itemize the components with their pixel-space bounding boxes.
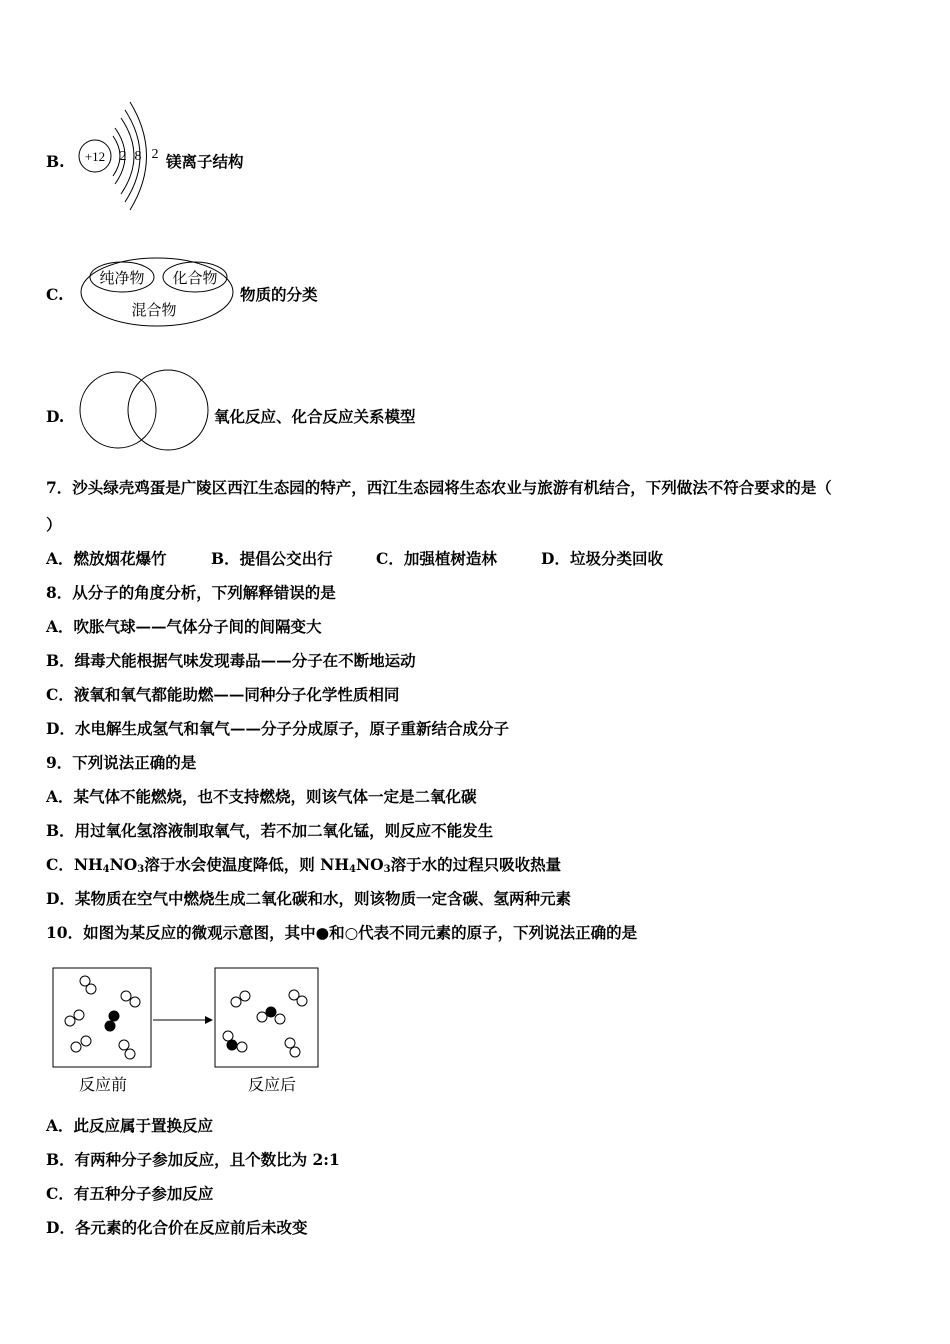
- q7-option-b: B．提倡公交出行: [211, 549, 333, 568]
- shell3-count: 2: [151, 147, 159, 162]
- shell1-count: 2: [119, 149, 127, 164]
- q7-stem-line2: ）: [46, 515, 62, 534]
- before-label: 反应前: [78, 1075, 128, 1094]
- q10-option-d: D．各元素的化合价在反应前后未改变: [46, 1218, 308, 1237]
- q8-option-c: C．液氧和氧气都能助燃——同种分子化学性质相同: [46, 685, 400, 704]
- option-c-letter: C.: [46, 285, 64, 304]
- q9-option-d: D．某物质在空气中燃烧生成二氧化碳和水，则该物质一定含碳、氢两种元素: [46, 889, 571, 908]
- shell2-count: 8: [134, 149, 142, 164]
- q7-option-a: A．燃放烟花爆竹: [46, 549, 167, 568]
- classification-diagram: [80, 258, 235, 330]
- q7-options: [46, 549, 663, 569]
- venn-left-circle: [80, 372, 156, 448]
- q10-option-a: A．此反应属于置换反应: [46, 1116, 214, 1135]
- q7-option-c: C．加强植树造林: [376, 549, 497, 568]
- venn-diagram: [78, 370, 210, 450]
- option-b-caption: 镁离子结构: [166, 152, 244, 171]
- q9-option-b: B．用过氧化氢溶液制取氧气，若不加二氧化锰，则反应不能发生: [46, 821, 494, 840]
- q7-stem-line1: 7．沙头绿壳鸡蛋是广陵区西江生态园的特产，西江生态园将生态农业与旅游有机结合，下列做法不符合要求的是（: [46, 478, 832, 497]
- q9-option-a: A．某气体不能燃烧，也不支持燃烧，则该气体一定是二氧化碳: [46, 787, 477, 806]
- option-d-letter: D.: [46, 407, 65, 426]
- q8-option-b: B．缉毒犬能根据气味发现毒品——分子在不断地运动: [46, 651, 416, 670]
- magnesium-ion-diagram: [75, 96, 165, 211]
- after-label: 反应后: [247, 1075, 297, 1094]
- q8-option-a: A．吹胀气球——气体分子间的间隔变大: [46, 617, 322, 636]
- outer-label: 混合物: [131, 301, 177, 319]
- reaction-micro-diagram: [50, 965, 330, 1100]
- option-c-caption: 物质的分类: [240, 285, 318, 304]
- inner-right-label: 化合物: [172, 269, 218, 287]
- q9-option-c: C．$NH_4NO_3$溶于水会使温度降低，则 $NH_4NO_3$溶于水的过程只吸收热量: [46, 855, 562, 875]
- inner-left-label: 纯净物: [99, 269, 145, 287]
- q9-stem: 9．下列说法正确的是: [46, 753, 197, 772]
- q10-stem: 10．如图为某反应的微观示意图，其中●和○代表不同元素的原子，下列说法正确的是: [46, 923, 638, 942]
- q10-option-c: C．有五种分子参加反应: [46, 1184, 214, 1203]
- nucleus-charge: +12: [84, 149, 106, 164]
- option-d-caption: 氧化反应、化合反应关系模型: [214, 407, 416, 426]
- option-b-letter: B.: [46, 152, 65, 171]
- q7-option-d: D．垃圾分类回收: [541, 549, 663, 568]
- q8-option-d: D．水电解生成氢气和氧气——分子分成原子，原子重新结合成分子: [46, 719, 509, 738]
- venn-right-circle: [128, 370, 208, 450]
- q10-option-b: B．有两种分子参加反应，且个数比为 2:1: [46, 1150, 340, 1169]
- q8-stem: 8．从分子的角度分析，下列解释错误的是: [46, 583, 336, 602]
